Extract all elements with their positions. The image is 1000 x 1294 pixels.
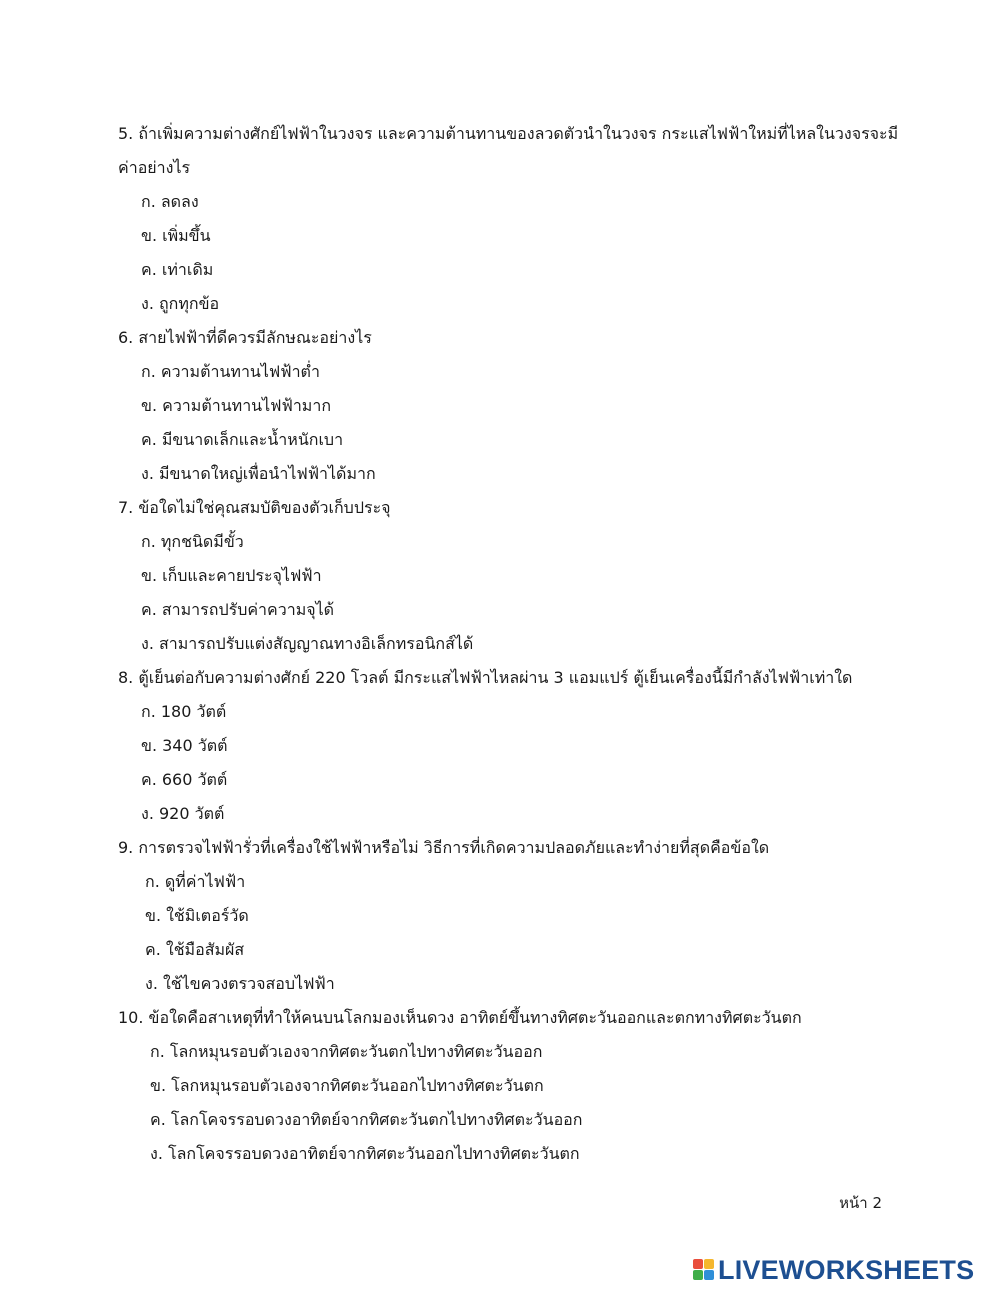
question-10-text: 10. ข้อใดคือสาเหตุที่ทำให้คนบนโลกมองเห็นดวง อาทิตย์ขึ้นทางทิศตะวันออกและตกทางทิศตะวันตก	[118, 1008, 802, 1027]
question-5-choice-d[interactable]: ง. ถูกทุกข้อ	[141, 294, 220, 313]
question-6-text: 6. สายไฟฟ้าที่ดีควรมีลักษณะอย่างไร	[118, 328, 372, 347]
question-6-choice-d[interactable]: ง. มีขนาดใหญ่เพื่อนำไฟฟ้าได้มาก	[141, 464, 376, 483]
question-5-choice-b[interactable]: ข. เพิ่มขึ้น	[141, 226, 211, 245]
question-6-choice-a[interactable]: ก. ความต้านทานไฟฟ้าต่ำ	[141, 362, 320, 381]
question-5-choice-a[interactable]: ก. ลดลง	[141, 192, 199, 211]
question-6-choice-b[interactable]: ข. ความต้านทานไฟฟ้ามาก	[141, 396, 332, 415]
question-10-choice-d[interactable]: ง. โลกโคจรรอบดวงอาทิตย์จากทิศตะวันออกไปทางทิศตะวันตก	[150, 1144, 580, 1163]
question-8-text: 8. ตู้เย็นต่อกับความต่างศักย์ 220 โวลต์ มีกระแสไฟฟ้าไหลผ่าน 3 แอมแปร์ ตู้เย็นเครื่องนี้มีกำลังไฟฟ้าเท่าใด	[118, 668, 853, 687]
question-7-choice-d[interactable]: ง. สามารถปรับแต่งสัญญาณทางอิเล็กทรอนิกส์ได้	[141, 634, 474, 653]
question-10-choice-a[interactable]: ก. โลกหมุนรอบตัวเองจากทิศตะวันตกไปทางทิศตะวันออก	[150, 1042, 543, 1061]
question-9-choice-c[interactable]: ค. ใช้มือสัมผัส	[145, 940, 245, 959]
question-9-choice-b[interactable]: ข. ใช้มิเตอร์วัด	[145, 906, 249, 925]
question-8-choice-a[interactable]: ก. 180 วัตต์	[141, 702, 227, 721]
question-6-choice-c[interactable]: ค. มีขนาดเล็กและน้ำหนักเบา	[141, 430, 344, 449]
question-8-choice-c[interactable]: ค. 660 วัตต์	[141, 770, 228, 789]
question-7-choice-b[interactable]: ข. เก็บและคายประจุไฟฟ้า	[141, 566, 322, 585]
question-7-choice-a[interactable]: ก. ทุกชนิดมีขั้ว	[141, 532, 244, 551]
question-10-choice-c[interactable]: ค. โลกโคจรรอบดวงอาทิตย์จากทิศตะวันตกไปทางทิศตะวันออก	[150, 1110, 583, 1129]
question-10-choice-b[interactable]: ข. โลกหมุนรอบตัวเองจากทิศตะวันออกไปทางทิศตะวันตก	[150, 1076, 544, 1095]
question-7-text: 7. ข้อใดไม่ใช่คุณสมบัติของตัวเก็บประจุ	[118, 498, 391, 517]
liveworksheets-logo[interactable]	[693, 1254, 974, 1286]
question-8-choice-b[interactable]: ข. 340 วัตต์	[141, 736, 228, 755]
brand-name: LIVEWORKSHEETS	[718, 1254, 975, 1285]
page-number: หน้า 2	[839, 1194, 882, 1212]
question-9-choice-a[interactable]: ก. ดูที่ค่าไฟฟ้า	[145, 872, 246, 891]
liveworksheets-mark-icon	[693, 1259, 715, 1281]
question-7-choice-c[interactable]: ค. สามารถปรับค่าความจุได้	[141, 600, 335, 619]
question-5-text-cont: ค่าอย่างไร	[118, 158, 191, 177]
question-8-choice-d[interactable]: ง. 920 วัตต์	[141, 804, 225, 823]
question-9-choice-d[interactable]: ง. ใช้ไขควงตรวจสอบไฟฟ้า	[145, 974, 335, 993]
question-5-text: 5. ถ้าเพิ่มความต่างศักย์ไฟฟ้าในวงจร และความต้านทานของลวดตัวนำในวงจร กระแสไฟฟ้าใหม่ที่ไหลในวงจรจะมี	[118, 124, 899, 143]
question-5-choice-c[interactable]: ค. เท่าเดิม	[141, 260, 214, 279]
question-9-text: 9. การตรวจไฟฟ้ารั่วที่เครื่องใช้ไฟฟ้าหรือไม่ วิธีการที่เกิดความปลอดภัยและทำง่ายที่สุดคือข้อใด	[118, 838, 770, 857]
